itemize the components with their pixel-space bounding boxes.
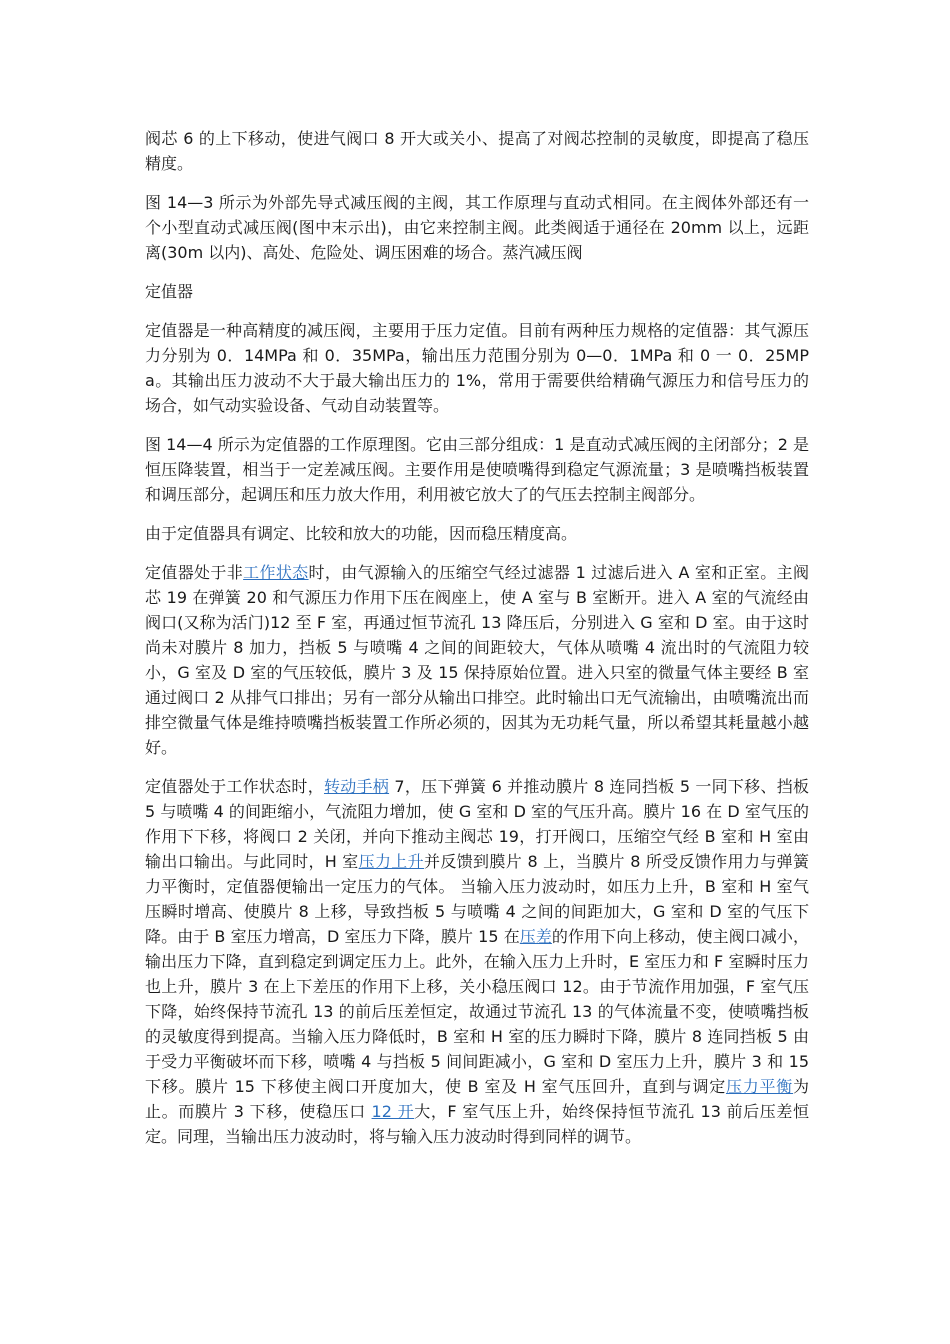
paragraph-external-pilot: 图 14—3 所示为外部先导式减压阀的主阀，其工作原理与直动式相同。在主阀体外部还有一个小型直动式减压阀(图中末示出)，由它来控制主阀。此类阀适于通径在 20mm 以上，远距离(30m 以内)、高处、危险处、调压困难的场合。蒸汽减压阀 — [145, 193, 809, 262]
text-segment: 7，压下弹簧 6 并推动膜片 8 连同挡板 5 一同下移、挡板 5 与喷嘴 4 的间距缩小，气流阻力增加，使 G 室和 D 室的气压升高。膜片 16 在 D 室气压的作用下下移，将阀口 2 关闭，并向下推动主阀芯 19，打开阀口，压缩空气经 B 室和 H 室由输出口输出。与此同时，H 室 — [145, 777, 809, 871]
paragraph-precision: 由于定值器具有调定、比较和放大的功能，因而稳压精度高。 — [145, 524, 578, 543]
link-work-state[interactable]: 工作状态 — [243, 563, 309, 582]
link-pressure-rise[interactable]: 压力上升 — [358, 852, 424, 871]
text-segment: 为止。而膜片 3 下移，使稳压口 — [145, 1077, 809, 1121]
paragraph-definition: 定值器是一种高精度的减压阀，主要用于压力定值。目前有两种压力规格的定值器：其气源压力分别为 0．14MPa 和 0．35MPa，输出压力范围分别为 0—0．1MPa 和 0 一 0．25MPa。其输出压力波动不大于最大输出压力的 1%，常用于需要供给精确气源压力和信号压力的场合，如气动实验设备、气动自动装置等。 — [145, 321, 809, 415]
text-segment: 定值器处于非 — [145, 563, 244, 582]
document-body — [145, 126, 809, 1163]
text-segment: 定值器处于工作状态时， — [145, 777, 324, 796]
link-pressure-difference[interactable]: 压差 — [519, 927, 552, 946]
link-turn-handle[interactable]: 转动手柄 — [323, 777, 390, 796]
paragraph-principle: 图 14—4 所示为定值器的工作原理图。它由三部分组成：1 是直动式减压阀的主闭部分；2 是恒压降装置，相当于一定差减压阀。主要作用是使喷嘴得到稳定气源流量；3 是喷嘴挡板装置和调压部分，起调压和压力放大作用，利用被它放大了的气压去控制主阀部分。 — [145, 435, 809, 504]
text-segment: 时，由气源输入的压缩空气经过滤器 1 过滤后进入 A 室和正室。主阀芯 19 在弹簧 20 和气源压力作用下压在阀座上，使 A 室与 B 室断开。进入 A 室的气流经由阀口(又称为活门)12 至 F 室，再通过恒节流孔 13 降压后，分别进入 G 室和 D 室。由于这时尚未对膜片 8 加力，挡板 5 与喷嘴 4 之间的间距较大，气体从喷嘴 4 流出时的气流阻力较小，G 室及 D 室的气压较低，膜片 3 及 15 保持原始位置。进入只室的微量气体主要经 B 室通过阀口 2 从排气口排出；另有一部分从输出口排空。此时输出口无气流输出，由喷嘴流出而排空微量气体是维持喷嘴挡板装置工作所必须的，因其为无功耗气量，所以希望其耗量越小越好。 — [145, 563, 809, 757]
link-valve-open[interactable]: 12 开 — [371, 1102, 415, 1121]
paragraph-valve-core: 阀芯 6 的上下移动，使进气阀口 8 开大或关小、提高了对阀芯控制的灵敏度，即提高了稳压精度。 — [145, 129, 809, 173]
paragraph-idle-state — [145, 560, 809, 760]
section-heading: 定值器 — [145, 282, 194, 301]
text-segment: 大，F 室气压上升，始终保持恒节流孔 13 前后压差恒定。同理，当输出压力波动时，将与输入压力波动时得到同样的调节。 — [145, 1102, 809, 1146]
text-segment: 并反馈到膜片 8 上，当膜片 8 所受反馈作用力与弹簧力平衡时，定值器便输出一定压力的气体。 当输入压力波动时，如压力上升，B 室和 H 室气压瞬时增高、使膜片 8 上移，导致挡板 5 与喷嘴 4 之间的间距加大，G 室和 D 室的气压下降。由于 B 室压力增高，D 室压力下降，膜片 15 在 — [145, 852, 809, 946]
link-pressure-balance[interactable]: 压力平衡 — [725, 1077, 793, 1096]
paragraph-working-state — [145, 774, 809, 1149]
text-segment: 的作用下向上移动，使主阀口减小，输出压力下降，直到稳定到调定压力上。此外，在输入压力上升时，E 室压力和 F 室瞬时压力也上升，膜片 3 在上下差压的作用下上移，关小稳压阀口 12。由于节流作用加强，F 室气压下降，始终保持节流孔 13 的前后压差恒定，故通过节流孔 13 的气体流量不变，使喷嘴挡板的灵敏度得到提高。当输入压力降低时，B 室和 H 室的压力瞬时下降，膜片 8 连同挡板 5 由于受力平衡破坏而下移，喷嘴 4 与挡板 5 间间距减小，G 室和 D 室压力上升，膜片 3 和 15 下移。膜片 15 下移使主阀口开度加大，使 B 室及 H 室气压回升，直到与调定 — [145, 927, 809, 1096]
